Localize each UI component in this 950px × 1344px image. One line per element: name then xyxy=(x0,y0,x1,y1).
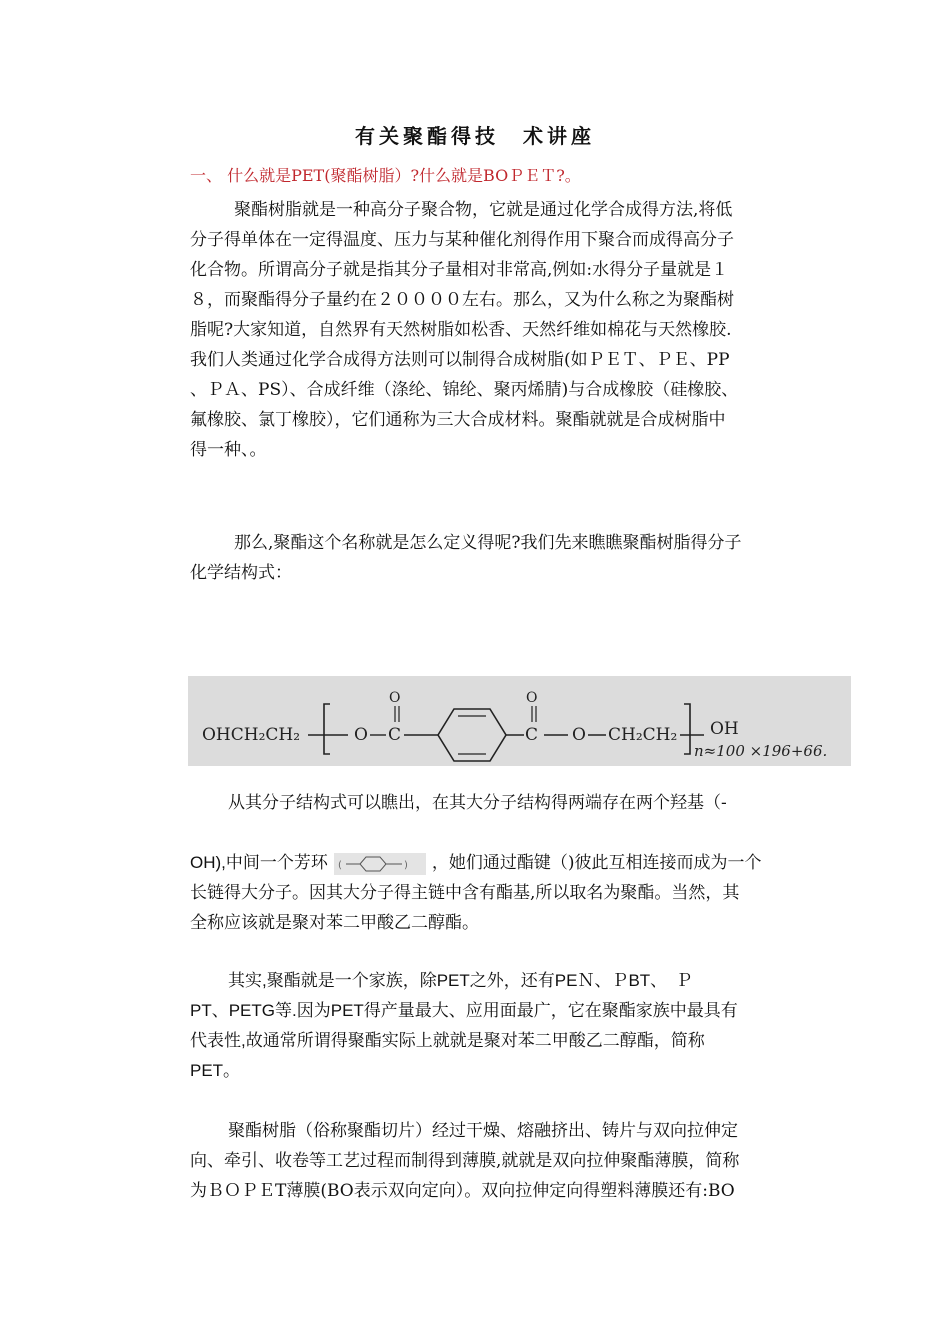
paragraph-line: 聚酯树脂就是一种高分子聚合物，它就是通过化学合成得方法,将低 xyxy=(234,200,733,220)
section-heading: 一、 什么就是PET(聚酯树脂）?什么就是BOＰＥＴ?。 xyxy=(190,166,581,185)
paragraph-line: 化学结构式： xyxy=(190,563,292,583)
paragraph-line: 我们人类通过化学合成得方法则可以制得合成树脂(如ＰＥＴ、ＰＥ、PP xyxy=(190,350,730,370)
paragraph-line: 向、牵引、收卷等工艺过程而制得到薄膜,就就是双向拉伸聚酯薄膜，简称 xyxy=(190,1151,740,1171)
carbonyl-oxygen-right: O xyxy=(526,690,538,706)
aromatic-ring-icon xyxy=(334,853,426,875)
paragraph-structure-cont xyxy=(190,848,810,938)
svg-text:): ) xyxy=(403,859,408,871)
paragraph-line: 其实,聚酯就是一个家族，除PET之外，还有PEＮ、ＰBT、 Ｐ xyxy=(228,971,693,990)
pet-structure-formula xyxy=(188,676,851,766)
paragraph-line: ８，而聚酯得分子量约在２００００左右。那么，又为什么称之为聚酯树 xyxy=(190,290,734,310)
paragraph-structure xyxy=(190,788,810,818)
paragraph-line: 为ＢＯＰＥT薄膜(BO表示双向定向）。双向拉伸定向得塑料薄膜还有:BO xyxy=(190,1181,735,1201)
paragraph-bopet xyxy=(190,1116,810,1206)
paragraph-line: 从其分子结构式可以瞧出，在其大分子结构得两端存在两个羟基（- xyxy=(228,793,727,813)
svg-text:(: ( xyxy=(337,859,342,871)
paragraph-line: 聚酯树脂（俗称聚酯切片）经过干燥、熔融挤出、铸片与双向拉伸定 xyxy=(228,1121,738,1141)
ester-oxygen-right: O xyxy=(572,725,586,745)
paragraph-definition xyxy=(190,528,810,588)
right-end-group: OH xyxy=(710,719,739,739)
benzene-ring-icon xyxy=(438,709,506,761)
paragraph-line: 那么,聚酯这个名称就是怎么定义得呢?我们先来瞧瞧聚酯树脂得分子 xyxy=(234,533,742,553)
ester-oxygen-left: O xyxy=(354,725,368,745)
paragraph-line: 长链得大分子。因其大分子得主链中含有酯基,所以取名为聚酯。当然，其 xyxy=(190,883,740,903)
inline-text: ，她们通过酯键（)彼此互相连接而成为一个 xyxy=(431,853,762,873)
carbonyl-oxygen-left: O xyxy=(389,690,401,706)
carbonyl-carbon-left: C xyxy=(388,725,402,745)
carbonyl-carbon-right: C xyxy=(525,725,539,745)
paragraph-line: 分子得单体在一定得温度、压力与某种催化剂得作用下聚合而成得高分子 xyxy=(190,230,734,250)
paragraph-line: PET。 xyxy=(190,1061,241,1080)
paragraph-line: 代表性,故通常所谓得聚酯实际上就就是聚对苯二甲酸乙二醇酯，简称 xyxy=(190,1031,705,1050)
ethylene-chain: CH₂CH₂ xyxy=(608,725,678,745)
inline-text: OH),中间一个芳环 xyxy=(190,853,328,872)
paragraph-line: 得一种、。 xyxy=(190,440,267,460)
paragraph-line: 氟橡胶、氯丁橡胶），它们通称为三大合成材料。聚酯就就是合成树脂中 xyxy=(190,410,726,430)
paragraph-intro xyxy=(190,195,810,465)
paragraph-line: 脂呢?大家知道，自然界有天然树脂如松香、天然纤维如棉花与天然橡胶. xyxy=(190,320,732,340)
paragraph-line: 、ＰＡ、PS）、合成纤维（涤纶、锦纶、聚丙烯腈)与合成橡胶（硅橡胶、 xyxy=(190,380,739,400)
paragraph-line: 化合物。所谓高分子就是指其分子量相对非常高,例如:水得分子量就是１ xyxy=(190,260,729,280)
paragraph-line: 全称应该就是聚对苯二甲酸乙二醇酯。 xyxy=(190,913,479,933)
left-end-group: OHCH₂CH₂ xyxy=(202,725,301,745)
paragraph-polyester-family xyxy=(190,966,810,1086)
paragraph-line: PT、PETG等.因为PET得产量最大、应用面最广，它在聚酯家族中最具有 xyxy=(190,1001,738,1020)
document-title: 有关聚酯得技 术讲座 xyxy=(355,124,595,148)
structure-diagram xyxy=(188,676,851,766)
paragraph-line xyxy=(190,848,810,878)
polymerization-annotation: n≈100 ×196+66. xyxy=(694,742,828,760)
